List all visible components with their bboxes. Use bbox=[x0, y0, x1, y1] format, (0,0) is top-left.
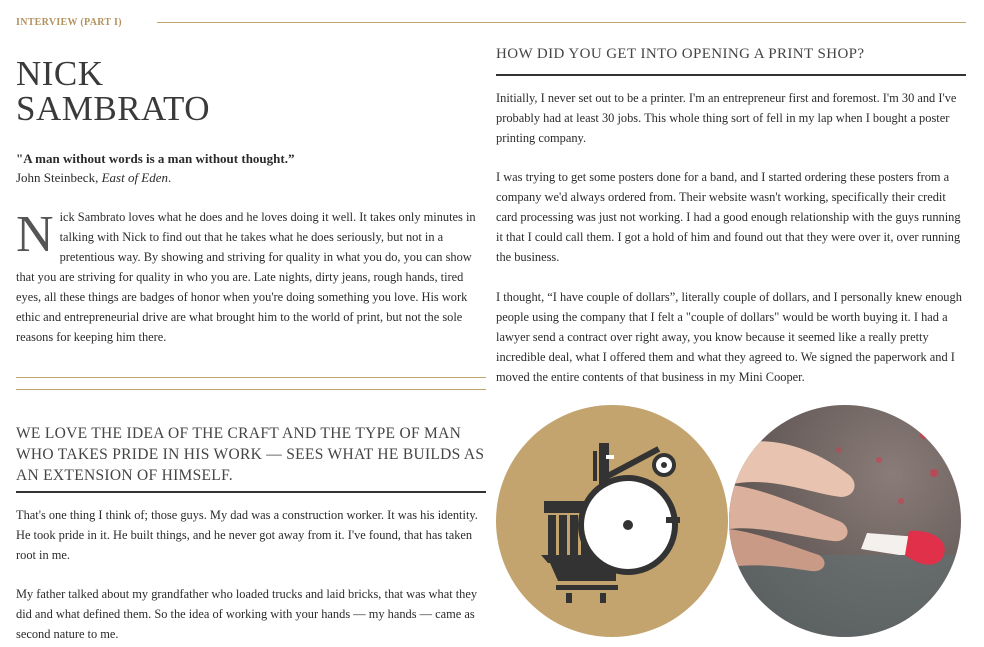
pull-heading: WE LOVE THE IDEA OF THE CRAFT AND THE TYPE OF MAN WHO TAKES PRIDE IN HIS WORK — SEES WHAT HE BUILDS AS AN EXTENSION OF HIMSELF. bbox=[16, 425, 485, 484]
intro-paragraph bbox=[16, 207, 478, 347]
epigraph bbox=[16, 149, 456, 187]
question-heading: HOW DID YOU GET INTO OPENING A PRINT SHOP? bbox=[496, 46, 865, 62]
divider-rule-2 bbox=[16, 389, 486, 390]
question-underline bbox=[496, 74, 966, 76]
right-paragraph-3: I thought, “I have couple of dollars”, literally couple of dollars, and I personally knew enough people using the company that I felt a "couple of dollars" would be worth buying it. I had a lawyer send a contract over right away, you know because it seemed like a really pretty incredible deal, what I offered them and what they agreed to. We signed the paperwork and I moved the entire contents of that business in my Mini Cooper. bbox=[496, 290, 962, 384]
printing-press-illustration bbox=[496, 405, 728, 637]
section-label: INTERVIEW (PART I) bbox=[16, 17, 122, 28]
left-paragraph-2: My father talked about my grandfather who loaded trucks and laid bricks, that was what they did and what defined them. So the idea of working with your hands — my hands — came as second nature to me. bbox=[16, 587, 478, 641]
intro-text: ick Sambrato loves what he does and he loves doing it well. It takes only minutes in talking with Nick to find out that he takes what he does seriously, but not in a pretentious way. By showing and striving for quality in what you do, you can show that you are striving for quality in who you are. Late nights, dirty jeans, rough hands, tired eyes, all these things are badges of honor when you're doing something you love. His work ethic and entrepreneurial drive are what brought him to the world of print, but not the sole reasons for keeping him there. bbox=[16, 210, 476, 344]
page-title bbox=[16, 56, 336, 126]
printing-press-icon bbox=[496, 405, 728, 637]
right-paragraph-1: Initially, I never set out to be a printer. I'm an entrepreneur first and foremost. I'm 30 and I've probably had at least 30 jobs. This whole thing sort of fell in my lap when I bought a poster printing company. bbox=[496, 91, 957, 145]
epigraph-book: East of Eden bbox=[101, 170, 169, 185]
left-paragraph-1: That's one thing I think of; those guys. My dad was a construction worker. It was his identity. He took pride in it. He built things, and he never got away from it. I've found, that has taken root in me. bbox=[16, 508, 478, 562]
photo-illustration bbox=[729, 405, 961, 637]
title-line-1: NICK bbox=[16, 54, 104, 93]
drop-cap: N bbox=[16, 206, 54, 263]
pull-heading-underline bbox=[16, 491, 486, 493]
title-line-2: SAMBRATO bbox=[16, 89, 210, 128]
epigraph-end: . bbox=[168, 170, 172, 185]
right-paragraph-2: I was trying to get some posters done for a band, and I started ordering these posters from a company we'd always ordered from. Their website wasn't working, specifically their credit card processing was just not working. I had a good enough relationship with the guys running it that I could call them. I got a hold of him and found out that they were over it, over running the business. bbox=[496, 170, 961, 264]
divider-rule-1 bbox=[16, 377, 486, 378]
hand-holding-brush-photo bbox=[729, 405, 961, 637]
epigraph-quote: "A man without words is a man without thought.” bbox=[16, 151, 295, 166]
top-rule bbox=[157, 22, 966, 23]
epigraph-author: John Steinbeck, bbox=[16, 170, 102, 185]
